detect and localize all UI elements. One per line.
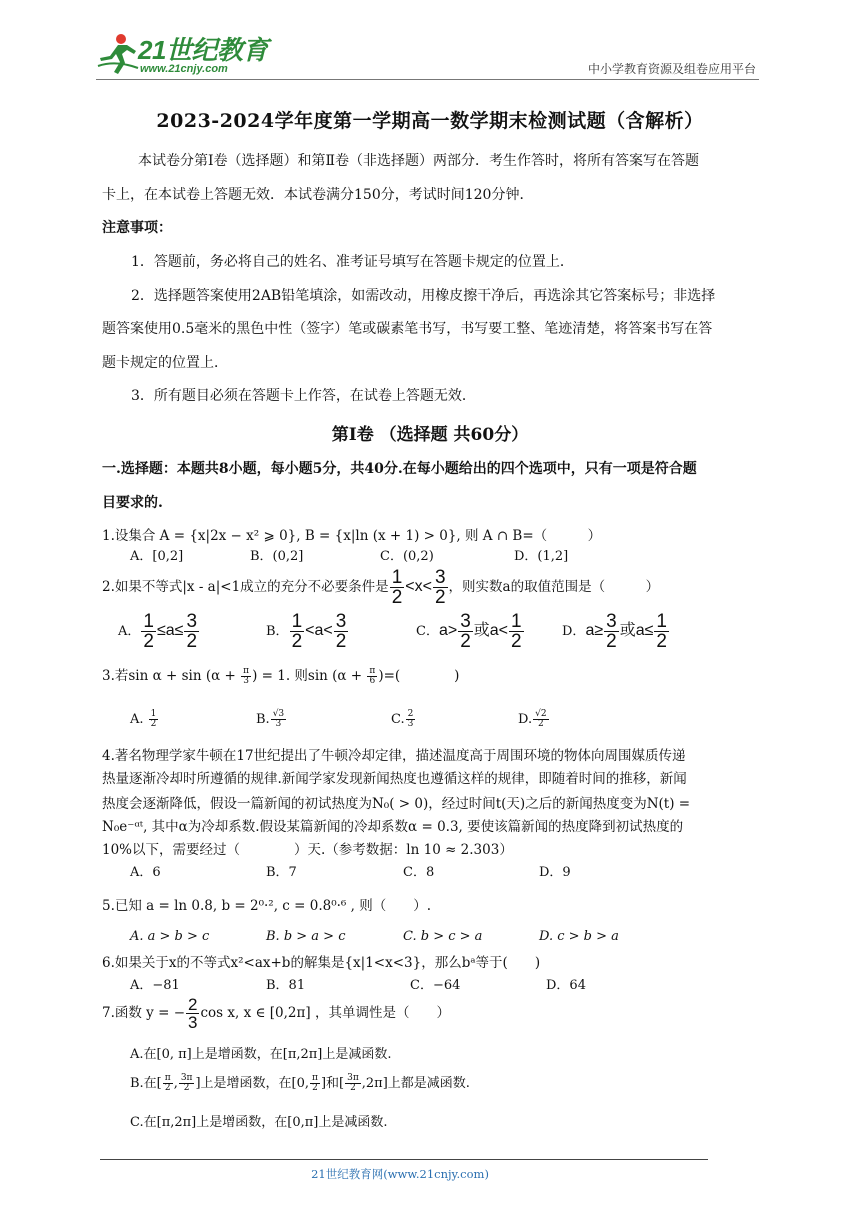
part-instructions-2: 目要求的. (102, 495, 163, 511)
question-1-stem: 1.设集合 A = {x|2x − x² ⩾ 0}, B = {x|ln (x + 1) > 0}, 则 A ∩ B=（ ） (102, 528, 602, 544)
question-4-option-d: D．9 (539, 865, 571, 880)
question-4-option-c: C．8 (403, 865, 435, 880)
question-4-line-1: 4.著名物理学家牛顿在17世纪提出了牛顿冷却定律，描述温度高于周围环境的物体向周围媒质传递 (102, 748, 686, 764)
logo-text: 21世纪教育 (138, 35, 268, 65)
note-item-3: 3．所有题目必须在答题卡上作答，在试卷上答题无效． (131, 388, 476, 404)
question-3-option-c: C. $\frac{2}{3}$ (391, 709, 414, 729)
part-instructions-1: 一.选择题：本题共8小题，每小题5分，共40分.在每小题给出的四个选项中，只有一项是符合题 (102, 461, 697, 477)
intro-line-2: 卡上，在本试卷上答题无效．本试卷满分150分，考试时间120分钟． (102, 187, 534, 203)
question-6-option-a: A．−81 (130, 978, 180, 993)
page-title: 2023-2024学年度第一学期高一数学期末检测试题（含解析） (156, 110, 704, 132)
question-4-option-a: A．6 (130, 865, 161, 880)
question-5-stem: 5.已知 a = ln 0.8, b = 2⁰·², c = 0.8⁰·⁶ , 则（ ）. (102, 898, 431, 914)
question-2-option-b: B． $\frac{1}{2}$ <a< $\frac{3}{2}$ (266, 611, 347, 652)
question-2-stem-b: ，则实数a的取值范围是（ ） (448, 579, 660, 595)
question-2-option-a: A． $\frac{1}{2}$ ≤a≤ $\frac{3}{2}$ (118, 611, 198, 652)
question-4-line-2: 热量逐渐冷却时所遵循的规律.新闻学家发现新闻热度也遵循这样的规律，即随着时间的推移，新闻 (102, 771, 687, 787)
question-5-option-a: A. a > b > c (130, 929, 210, 944)
question-2-option-d: D．a≥ $\frac{3}{2}$ 或a≤ $\frac{1}{2}$ (562, 611, 667, 652)
question-3-stem: 3.若sin α + sin (α + $\frac{\pi}{3}$ ) = 1. 则sin (α + $\frac{\pi}{6}$ )=( ) (102, 666, 460, 686)
section-title: 第Ⅰ卷 （选择题 共60分） (331, 425, 529, 445)
question-1-option-a: A．[0,2] (130, 549, 184, 564)
footer-link[interactable]: 21世纪教育网(www.21cnjy.com) (311, 1167, 489, 1181)
note-item-2-cont: 题答案使用0.5毫米的黑色中性（签字）笔或碳素笔书写，书写要工整、笔迹清楚，将答案书写在答 (102, 321, 713, 337)
question-4-line-4: N₀e⁻ᵅᵗ, 其中α为冷却系数.假设某篇新闻的冷却系数α = 0.3, 要使该篇新闻的热度降到初试热度的 (102, 819, 684, 835)
question-5-option-d: D. c > b > a (539, 929, 619, 944)
question-1-option-b: B．(0,2] (250, 549, 304, 564)
question-3-option-d: D. $\frac{√2}{2}$ (518, 709, 547, 729)
question-6-option-c: C．−64 (410, 978, 461, 993)
question-4-line-3: 热度会逐渐降低，假设一篇新闻的初试热度为N₀( > 0)，经过时间t(天)之后的新闻热度变为N(t) = (102, 796, 691, 812)
question-2-stem-a: 2.如果不等式|x - a|<1成立的充分不必要条件是 (102, 579, 389, 595)
question-7-stem: 7.函数 y = − $\frac{2}{3}$ cos x, x ∈ [0,2π] ，其单调性是（ ） (102, 995, 450, 1032)
note-item-1: 1．答题前，务必将自己的姓名、准考证号填写在答题卡规定的位置上． (131, 254, 574, 270)
question-4-line-5: 10%以下，需要经过（ ）天.（参考数据：ln 10 ≈ 2.303） (102, 842, 513, 858)
question-2-option-c: C．a> $\frac{3}{2}$ 或a< $\frac{1}{2}$ (416, 611, 522, 652)
question-4-option-b: B．7 (266, 865, 297, 880)
question-7-option-b: B.在[ $\frac{\pi}{2}$ , $\frac{3\pi}{2}$ ]上是增函数，在[0, $\frac{\pi}{2}$ ]和[ $\frac{3\pi}{2}$ ,2π]上都是减函数. (130, 1073, 470, 1093)
runner-logo-icon (96, 32, 140, 76)
question-6-stem: 6.如果关于x的不等式x²<ax+b的解集是{x|1<x<3}，那么bᵃ等于( ) (102, 955, 541, 971)
question-3-option-b: B. $\frac{√3}{3}$ (256, 709, 285, 729)
header-platform-text: 中小学教育资源及组卷应用平台 (587, 62, 756, 76)
question-5-option-c: C. b > c > a (403, 929, 483, 944)
header-divider (96, 79, 759, 80)
question-7-option-a: A.在[0, π]上是增函数，在[π,2π]上是减函数. (130, 1047, 392, 1062)
question-1-option-c: C．(0,2) (380, 549, 434, 564)
question-1-option-d: D．(1,2] (514, 549, 569, 564)
question-7-option-c: C.在[π,2π]上是增函数，在[0,π]上是减函数. (130, 1115, 388, 1130)
note-item-2-end: 题卡规定的位置上． (102, 355, 228, 371)
logo-url: www.21cnjy.com (140, 63, 228, 75)
question-6-option-b: B．81 (266, 978, 306, 993)
question-2-frac-2: $\frac{3}{2}$ (434, 567, 446, 608)
question-3-option-a: A. $\frac{1}{2}$ (130, 709, 157, 729)
site-logo (96, 30, 276, 80)
note-item-2: 2．选择题答案使用2AB铅笔填涂，如需改动，用橡皮擦干净后，再选涂其它答案标号；非选择 (131, 288, 716, 304)
footer-divider (100, 1159, 708, 1160)
question-2-mid: <x< (405, 578, 432, 595)
intro-line-1: 本试卷分第Ⅰ卷（选择题）和第Ⅱ卷（非选择题）两部分．考生作答时，将所有答案写在答题 (138, 153, 700, 169)
notes-heading: 注意事项： (102, 220, 172, 236)
question-5-option-b: B. b > a > c (266, 929, 346, 944)
question-2-stem (102, 568, 659, 607)
question-2-frac-1: $\frac{1}{2}$ (391, 567, 403, 608)
question-6-option-d: D．64 (546, 978, 586, 993)
